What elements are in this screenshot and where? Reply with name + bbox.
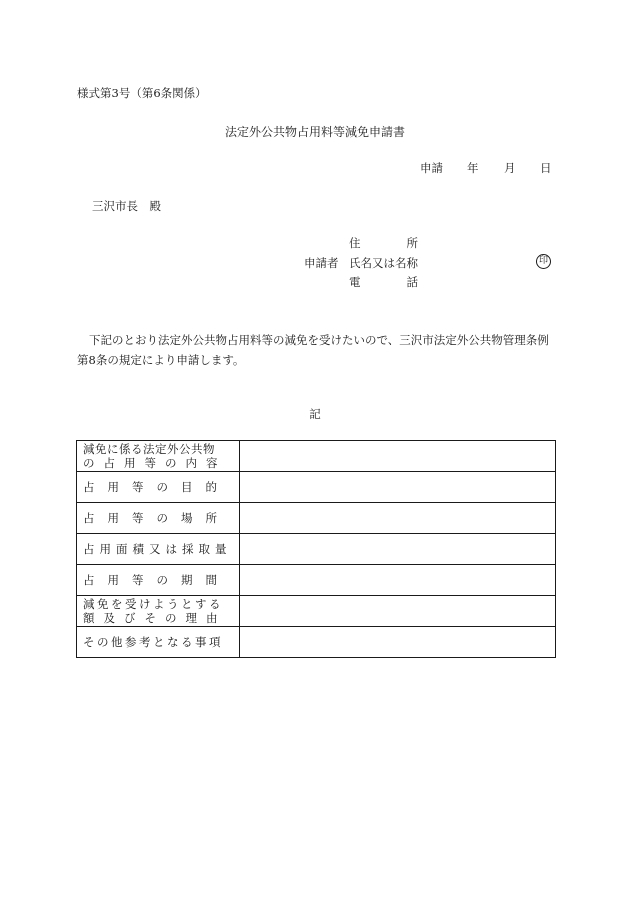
row-value-cell[interactable] (240, 565, 556, 596)
details-table (76, 440, 556, 658)
table-row (77, 596, 556, 627)
table-row (77, 534, 556, 565)
row-label (77, 534, 240, 565)
date-month: 月 (504, 161, 516, 175)
row-value-cell[interactable] (240, 596, 556, 627)
table-row (77, 441, 556, 472)
row-label (77, 565, 240, 596)
ki-heading: 記 (309, 407, 321, 421)
row-value-cell[interactable] (240, 627, 556, 658)
table-row (77, 472, 556, 503)
form-number: 様式第3号（第6条関係） (77, 86, 207, 100)
row-label-line1: 減免を受けようとする (83, 597, 223, 611)
applicant-name-label: 氏名又は名称 (349, 256, 418, 270)
row-label-text: 占用等の目的 (83, 480, 230, 494)
row-label-text: 占用等の期間 (83, 573, 230, 587)
table-row (77, 565, 556, 596)
row-label (77, 441, 240, 472)
row-value-cell[interactable] (240, 534, 556, 565)
row-label (77, 503, 240, 534)
applicant-phone-label: 電 話 (349, 275, 418, 289)
applicant-label: 申請者 (304, 256, 339, 270)
row-label-line2: の占用等の内容 (83, 456, 227, 470)
seal-mark: 印 (536, 254, 551, 269)
row-label-line1: 減免に係る法定外公共物 (83, 442, 215, 456)
row-value-cell[interactable] (240, 441, 556, 472)
date-day: 日 (540, 161, 552, 175)
table-row (77, 627, 556, 658)
row-value-cell[interactable] (240, 472, 556, 503)
date-prefix: 申請 (420, 161, 443, 175)
table-row (77, 503, 556, 534)
row-label-text: 占用等の場所 (83, 511, 230, 525)
row-label-text: その他参考となる事項 (83, 635, 223, 649)
document-title: 法定外公共物占用料等減免申請書 (224, 125, 405, 139)
body-paragraph: 下記のとおり法定外公共物占用料等の減免を受けたいので、三沢市法定外公共物管理条例第8条の規定により申請します。 (77, 333, 549, 367)
date-year: 年 (467, 161, 479, 175)
row-label (77, 596, 240, 627)
row-label-text: 占用面積又は採取量 (83, 542, 232, 556)
applicant-address-label: 住 所 (349, 236, 418, 250)
addressee: 三沢市長 殿 (92, 199, 161, 213)
row-value-cell[interactable] (240, 503, 556, 534)
row-label (77, 627, 240, 658)
row-label (77, 472, 240, 503)
row-label-line2: 額及びその理由 (83, 611, 227, 625)
